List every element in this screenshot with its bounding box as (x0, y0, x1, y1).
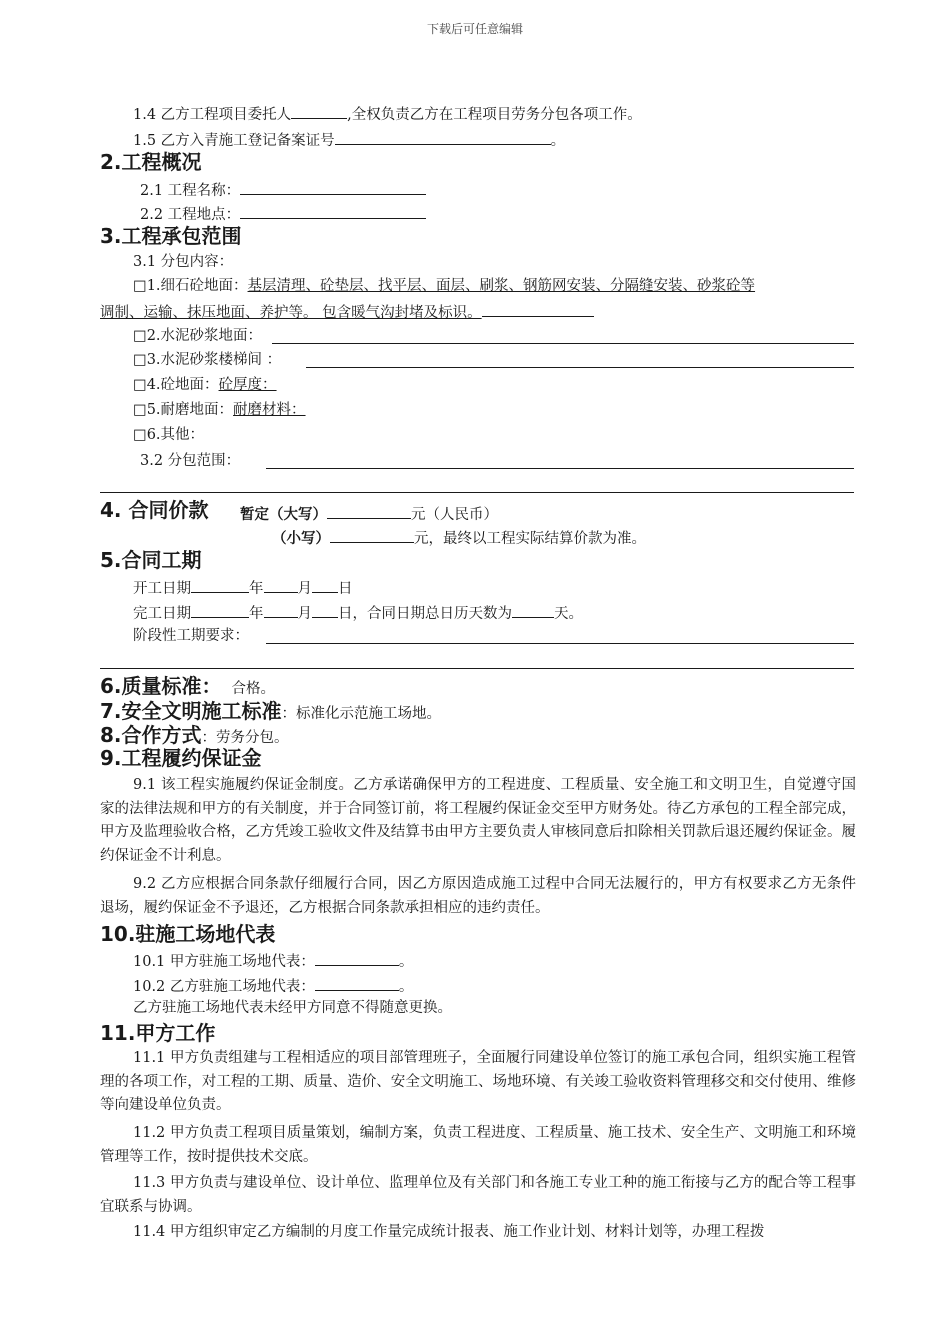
section-4-title-text: 4. 合同价款 (100, 498, 209, 522)
end-date-label: 完工日期 (133, 606, 191, 622)
clause-1-4 (133, 102, 642, 125)
subcontract-range-line-2[interactable] (100, 492, 854, 493)
project-name-blank[interactable] (240, 178, 426, 195)
scope-item-3-line[interactable] (306, 367, 854, 368)
party-b-rep-row (133, 974, 413, 997)
clause-9-2: 9.2 乙方应根据合同条款仔细履行合同，因乙方原因造成施工过程中合同无法履行的，甲方有权要求乙方无条件退场，履约保证金不予退还，乙方根据合同条款承担相应的违约责任。 (100, 876, 856, 916)
section-4-title (100, 498, 208, 522)
price-upper-unit: 元（人民币） (411, 507, 498, 523)
stage-period-line-1[interactable] (266, 643, 854, 644)
price-lower-unit: 元，最终以工程实际结算价款为准。 (414, 531, 646, 547)
clause-1-5-end: 。 (550, 133, 566, 149)
scope-item-1 (133, 276, 755, 296)
clause-9-1: 9.1 该工程实施履约保证金制度。乙方承诺确保甲方的工程进度、工程质量、安全施工和文明卫生，自觉遵守国家的法律法规和甲方的有关制度，并于合同签订前，将工程履约保证金交至甲方财务处。待乙方承包的工程全部完成，甲方及监理验收合格，乙方凭竣工验收文件及结算书由甲方主要负责人审核同意后扣除相关罚款后退还履约保证金。履约保证金不计利息。 (100, 777, 856, 864)
start-date-label: 开工日期 (133, 581, 191, 597)
start-year-unit: 年 (249, 581, 264, 597)
entrusted-person-blank[interactable] (291, 102, 347, 119)
project-place-label: 2.2 工程地点： (140, 207, 241, 223)
section-3-title: 3.工程承包范围 (100, 224, 242, 248)
section-11-title: 11.甲方工作 (100, 1021, 216, 1045)
end-date-row (133, 601, 583, 624)
scope-item-5 (133, 400, 306, 420)
section-6-title: 6.质量标准： (100, 674, 222, 698)
scope-item-1-detail: 基层清理、砼垫层、找平层、面层、刷浆、钢筋网安装、分隔缝安装、砂浆砼等 (247, 278, 756, 294)
end-month-blank[interactable] (264, 601, 298, 618)
party-a-rep-end: 。 (398, 954, 414, 970)
clause-1-4-label: 1.4 乙方工程项目委托人 (133, 107, 292, 123)
start-date-row (133, 576, 353, 599)
party-a-rep-label: 10.1 甲方驻施工场地代表： (133, 954, 315, 970)
start-day-blank[interactable] (312, 576, 338, 593)
scope-item-2-line[interactable] (272, 343, 854, 344)
stage-period-label: 阶段性工期要求： (133, 628, 249, 644)
section-10-title: 10.驻施工场地代表 (100, 922, 276, 946)
subcontract-range-line-1[interactable] (266, 468, 854, 469)
section-5-title: 5.合同工期 (100, 548, 202, 572)
price-upper-blank[interactable] (327, 502, 411, 519)
scope-item-2[interactable]: □2.水泥砂浆地面： (133, 328, 263, 344)
price-lower-row (272, 526, 646, 549)
party-a-rep-blank[interactable] (315, 949, 399, 966)
end-day-text: 日，合同日期总日历天数为 (338, 606, 512, 622)
scope-item-1-detail-cont: 调制、运输、抹压地面、养护等。 包含暖气沟封堵及标识。 (100, 305, 482, 321)
end-month-unit: 月 (297, 606, 312, 622)
total-days-blank[interactable] (512, 601, 554, 618)
party-b-rep-end: 。 (398, 979, 414, 995)
rep-change-note: 乙方驻施工场地代表未经甲方同意不得随意更换。 (133, 1000, 452, 1016)
section-7 (100, 699, 441, 726)
start-year-blank[interactable] (191, 576, 249, 593)
project-place-row (140, 202, 426, 225)
end-year-unit: 年 (249, 606, 264, 622)
quality-standard-value: 合格。 (231, 681, 276, 697)
cooperation-mode-value: ：劳务分包。 (201, 730, 289, 746)
end-year-blank[interactable] (191, 601, 249, 618)
party-b-rep-label: 10.2 乙方驻施工场地代表： (133, 979, 315, 995)
party-a-rep-row (133, 949, 413, 972)
scope-item-4 (133, 375, 277, 395)
subcontract-range-label: 3.2 分包范围： (140, 453, 241, 469)
stage-period-line-2[interactable] (100, 668, 854, 669)
clause-1-5-label: 1.5 乙方入青施工登记备案证号 (133, 133, 335, 149)
total-days-unit: 天。 (554, 606, 583, 622)
scope-item-6[interactable]: □6.其他： (133, 427, 205, 443)
project-place-blank[interactable] (240, 202, 426, 219)
concrete-thickness-label: 砼厚度： (218, 377, 277, 393)
scope-item-1-checkbox-label[interactable]: □1.细石砼地面： (133, 278, 248, 294)
wear-material-label: 耐磨材料： (233, 402, 306, 418)
price-lower-label: （小写） (272, 530, 330, 547)
price-lower-blank[interactable] (330, 526, 414, 543)
clause-11-3: 11.3 甲方负责与建设单位、设计单位、监理单位及有关部门和各施工专业工种的施工衔接与乙方的配合等工程事宜联系与协调。 (100, 1175, 856, 1215)
scope-item-1-blank[interactable] (482, 300, 594, 317)
section-9-title: 9.工程履约保证金 (100, 746, 262, 770)
section-6 (100, 674, 275, 701)
page-header-note: 下载后可任意编辑 (426, 22, 523, 36)
end-day-blank[interactable] (312, 601, 338, 618)
party-b-rep-blank[interactable] (315, 974, 399, 991)
start-day-unit: 日 (338, 581, 353, 597)
section-2-title: 2.工程概况 (100, 150, 202, 174)
clause-11-2: 11.2 甲方负责工程项目质量策划，编制方案，负责工程进度、工程质量、施工技术、安全生产、文明施工和环境管理等工作，按时提供技术交底。 (100, 1125, 856, 1165)
subcontract-content-label: 3.1 分包内容： (133, 254, 234, 270)
clause-1-5 (133, 128, 565, 151)
clause-11-1: 11.1 甲方负责组建与工程相适应的项目部管理班子，全面履行同建设单位签订的施工承包合同，组织实施工程管理的各项工作，对工程的工期、质量、造价、安全文明施工、场地环境、有关竣工验收资料管理移交和交付使用、维修等向建设单位负责。 (100, 1050, 856, 1113)
price-upper-label: 暂定（大写） (240, 506, 327, 523)
price-upper-row (240, 502, 498, 525)
start-month-blank[interactable] (264, 576, 298, 593)
scope-item-1-cont (100, 300, 594, 323)
start-month-unit: 月 (297, 581, 312, 597)
safety-standard-value: ：标准化示范施工场地。 (281, 706, 442, 722)
clause-1-4-text: ,全权负责乙方在工程项目劳务分包各项工作。 (347, 107, 642, 123)
registration-number-blank[interactable] (335, 128, 551, 145)
project-name-label: 2.1 工程名称： (140, 183, 241, 199)
section-7-title: 7.安全文明施工标准 (100, 699, 282, 723)
project-name-row (140, 178, 426, 201)
section-8-title: 8.合作方式 (100, 723, 202, 747)
scope-item-3[interactable]: □3.水泥砂浆楼梯间 ： (133, 352, 282, 368)
clause-11-4: 11.4 甲方组织审定乙方编制的月度工作量完成统计报表、施工作业计划、材料计划等，办理工程拨 (133, 1224, 765, 1240)
scope-item-5-label[interactable]: □5.耐磨地面： (133, 402, 234, 418)
scope-item-4-label[interactable]: □4.砼地面： (133, 377, 219, 393)
